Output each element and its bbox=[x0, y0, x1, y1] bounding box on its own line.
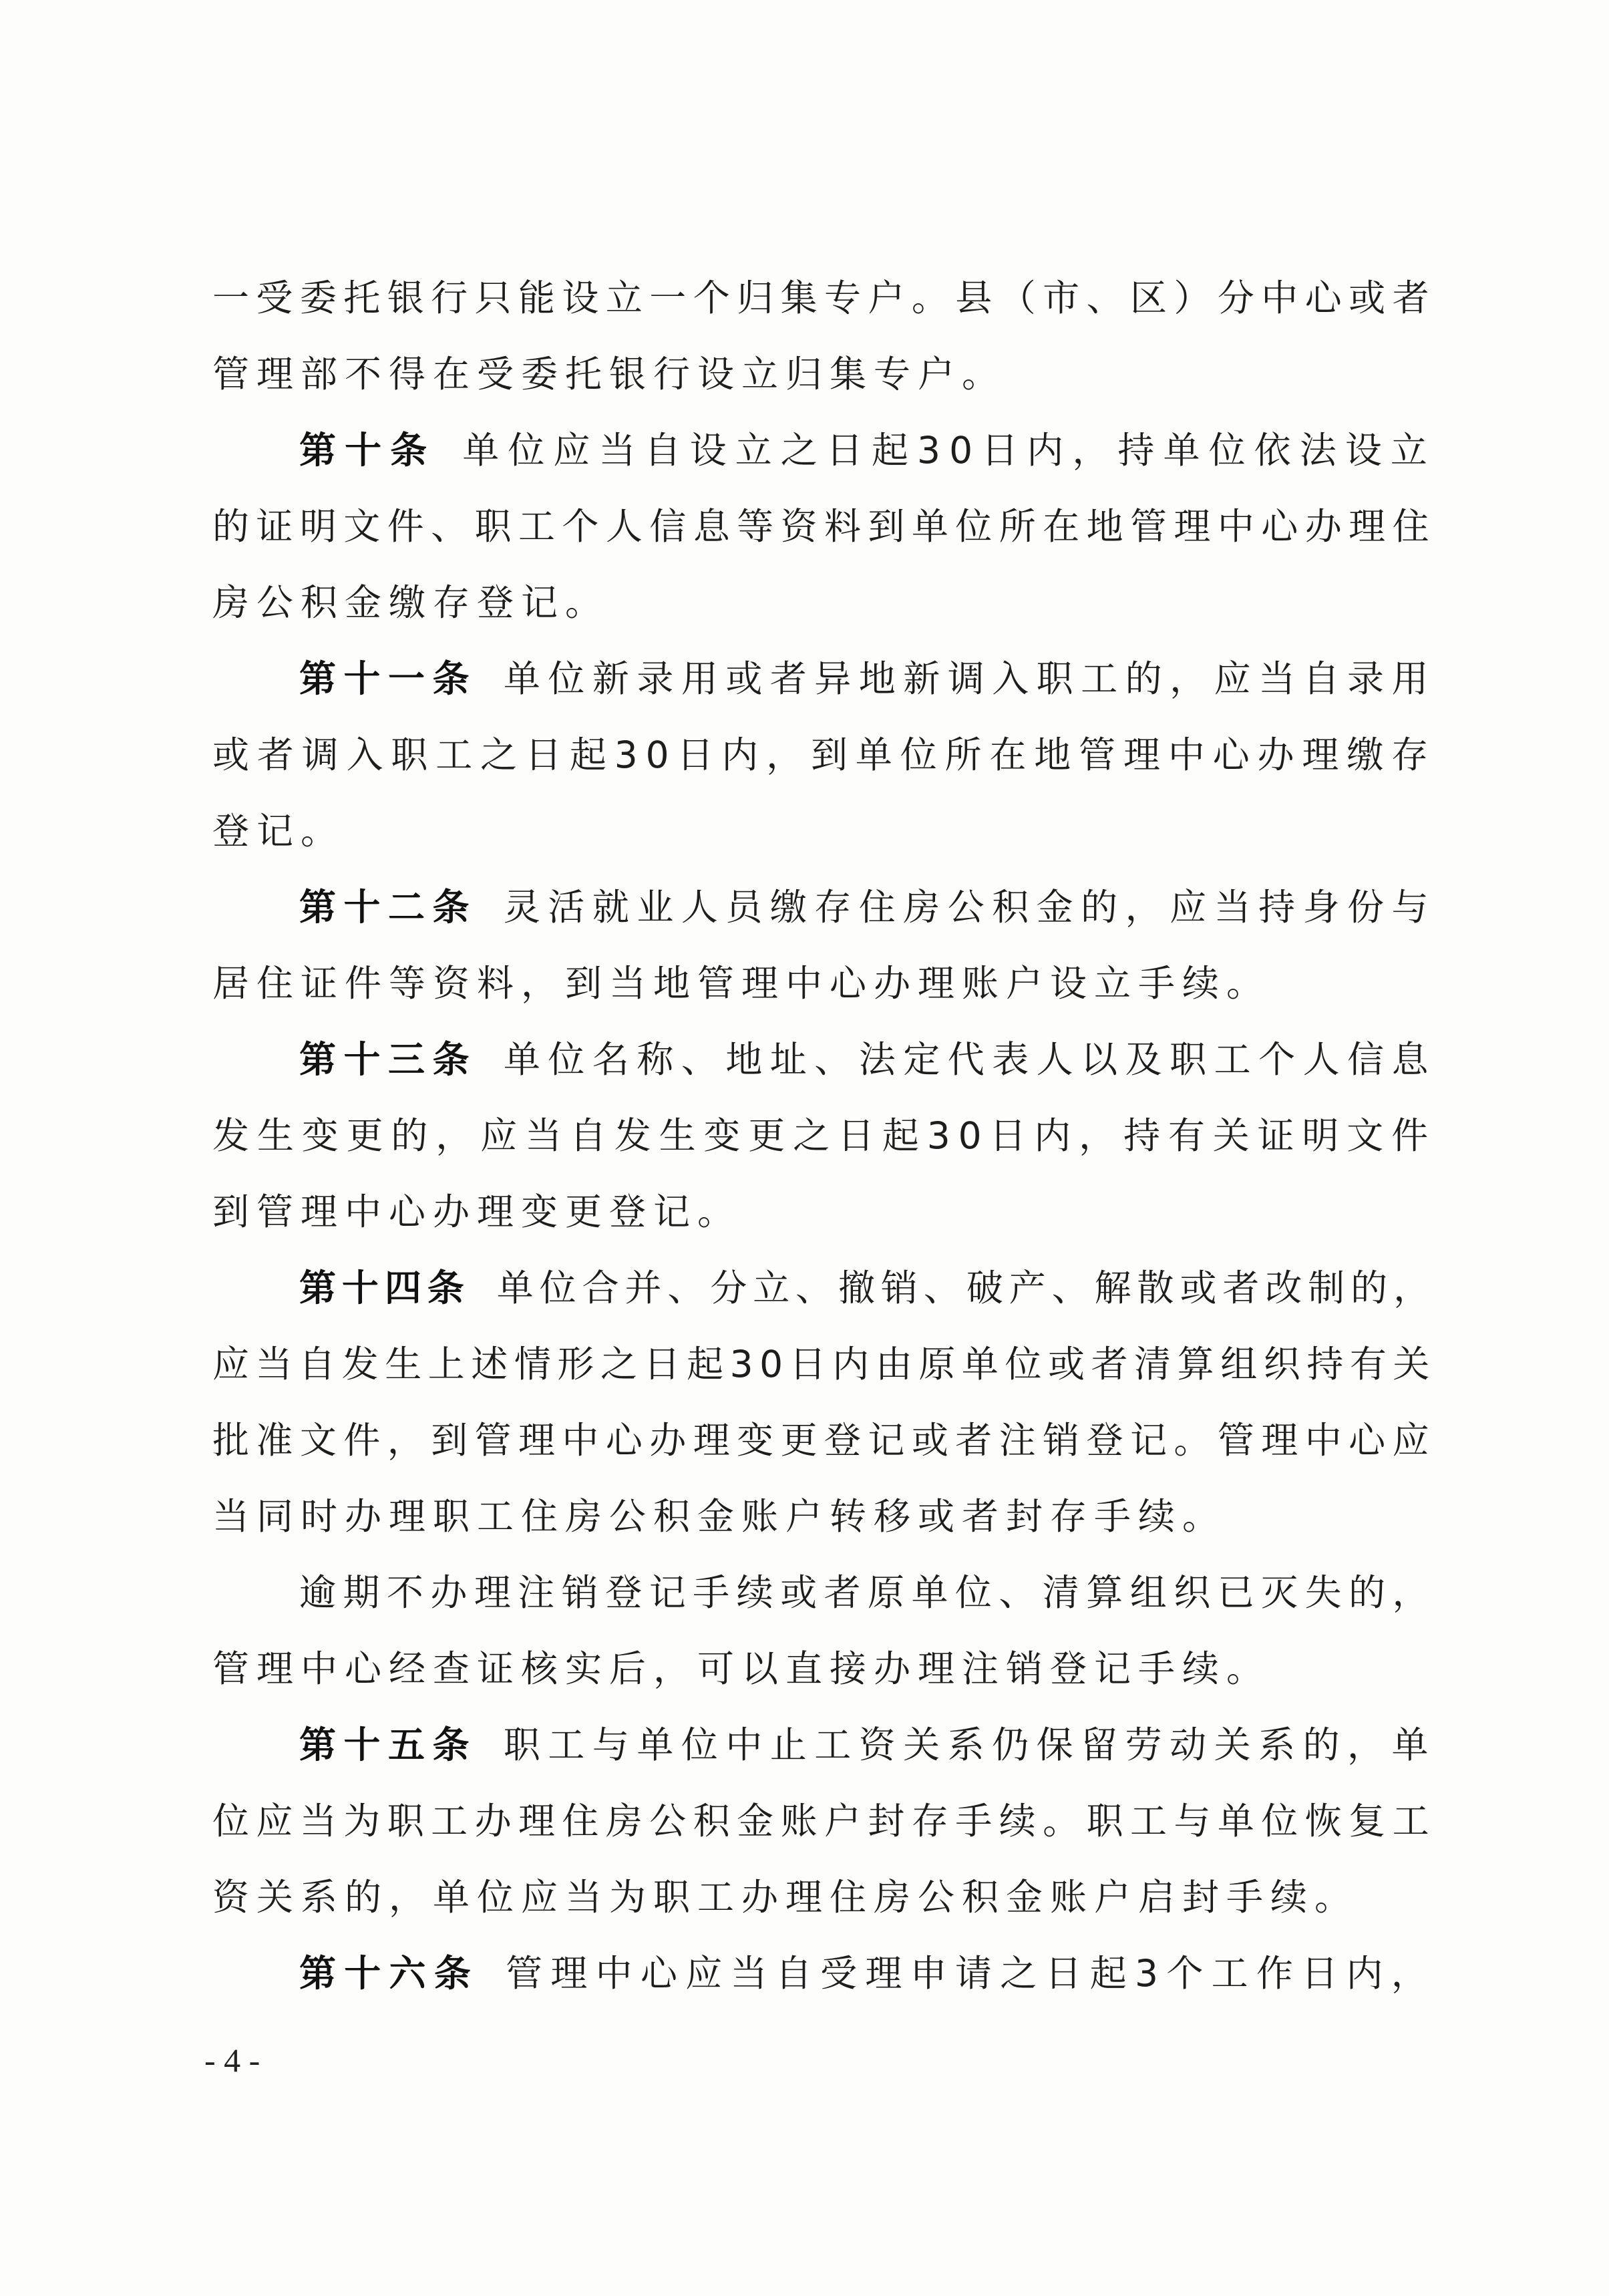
line-text: 批准文件，到管理中心办理变更登记或者注销登记。管理中心应 bbox=[212, 1419, 1437, 1462]
paragraph-line bbox=[212, 1180, 741, 1244]
line-text: 单位合并、分立、撤销、破产、解散或者改制的， bbox=[496, 1267, 1437, 1309]
paragraph-line bbox=[212, 1408, 1436, 1472]
paragraph-line bbox=[212, 1484, 1226, 1548]
line-text: 资关系的，单位应当为职工办理住房公积金账户启封手续。 bbox=[212, 1876, 1359, 1919]
paragraph-line bbox=[212, 1104, 1436, 1168]
paragraph-line bbox=[212, 799, 345, 863]
article-heading: 第十二条 bbox=[299, 886, 477, 929]
article-10-first-line bbox=[299, 418, 1436, 482]
line-text: 的证明文件、职工个人信息等资料到单位所在地管理中心办理住 bbox=[212, 505, 1437, 548]
line-text: 登记。 bbox=[212, 810, 345, 852]
article-16-first-line bbox=[299, 1941, 1436, 2005]
paragraph-line bbox=[212, 1789, 1436, 1853]
paragraph-line bbox=[212, 723, 1436, 787]
article-heading: 第十五条 bbox=[299, 1724, 477, 1766]
paragraph-line bbox=[212, 266, 1436, 330]
line-text: 房公积金缴存登记。 bbox=[212, 581, 610, 624]
line-text: 居住证件等资料，到当地管理中心办理账户设立手续。 bbox=[212, 962, 1271, 1005]
page-number: - 4 - bbox=[204, 2041, 260, 2079]
line-text: 或者调入职工之日起30日内，到单位所在地管理中心办理缴存 bbox=[212, 733, 1436, 776]
line-text: 单位应当自设立之日起30日内，持单位依法设立 bbox=[462, 429, 1436, 472]
article-15-first-line bbox=[299, 1713, 1436, 1777]
paragraph-line bbox=[212, 1332, 1436, 1396]
line-text: 到管理中心办理变更登记。 bbox=[212, 1190, 742, 1233]
article-heading: 第十条 bbox=[299, 429, 436, 472]
paragraph-line bbox=[212, 1865, 1359, 1929]
article-13-first-line bbox=[299, 1027, 1436, 1092]
paragraph-line bbox=[212, 570, 609, 635]
paragraph-line bbox=[212, 494, 1436, 558]
line-text: 位应当为职工办理住房公积金账户封存手续。职工与单位恢复工 bbox=[212, 1800, 1437, 1842]
line-text: 逾期不办理注销登记手续或者原单位、清算组织已灭失的， bbox=[299, 1571, 1437, 1614]
article-14-first-line bbox=[299, 1256, 1436, 1320]
article-heading: 第十四条 bbox=[299, 1267, 470, 1309]
article-heading: 第十三条 bbox=[299, 1038, 477, 1081]
line-text: 职工与单位中止工资关系仍保留劳动关系的，单 bbox=[503, 1724, 1437, 1766]
line-text: 管理部不得在受委托银行设立归集专户。 bbox=[212, 353, 1007, 395]
paragraph-line bbox=[212, 342, 1006, 406]
line-text: 发生变更的，应当自发生变更之日起30日内，持有关证明文件 bbox=[212, 1114, 1436, 1157]
paragraph-line bbox=[212, 951, 1270, 1015]
line-text: 单位新录用或者异地新调入职工的，应当自录用 bbox=[503, 657, 1437, 700]
line-text: 一受委托银行只能设立一个归集专户。县（市、区）分中心或者 bbox=[212, 277, 1437, 319]
article-heading: 第十一条 bbox=[299, 657, 477, 700]
article-11-first-line bbox=[299, 647, 1436, 711]
line-text: 应当自发生上述情形之日起30日内由原单位或者清算组织持有关 bbox=[212, 1343, 1436, 1385]
line-text: 单位名称、地址、法定代表人以及职工个人信息 bbox=[503, 1038, 1437, 1081]
article-heading: 第十六条 bbox=[299, 1952, 480, 1995]
line-text: 当同时办理职工住房公积金账户转移或者封存手续。 bbox=[212, 1495, 1227, 1538]
paragraph-first-line bbox=[299, 1561, 1436, 1625]
line-text: 管理中心经查证核实后，可以直接办理注销登记手续。 bbox=[212, 1647, 1271, 1690]
line-text: 灵活就业人员缴存住房公积金的，应当持身份与 bbox=[503, 886, 1437, 929]
paragraph-line bbox=[212, 1637, 1270, 1701]
article-12-first-line bbox=[299, 875, 1436, 939]
line-text: 管理中心应当自受理申请之日起3个工作日内， bbox=[506, 1952, 1436, 1995]
